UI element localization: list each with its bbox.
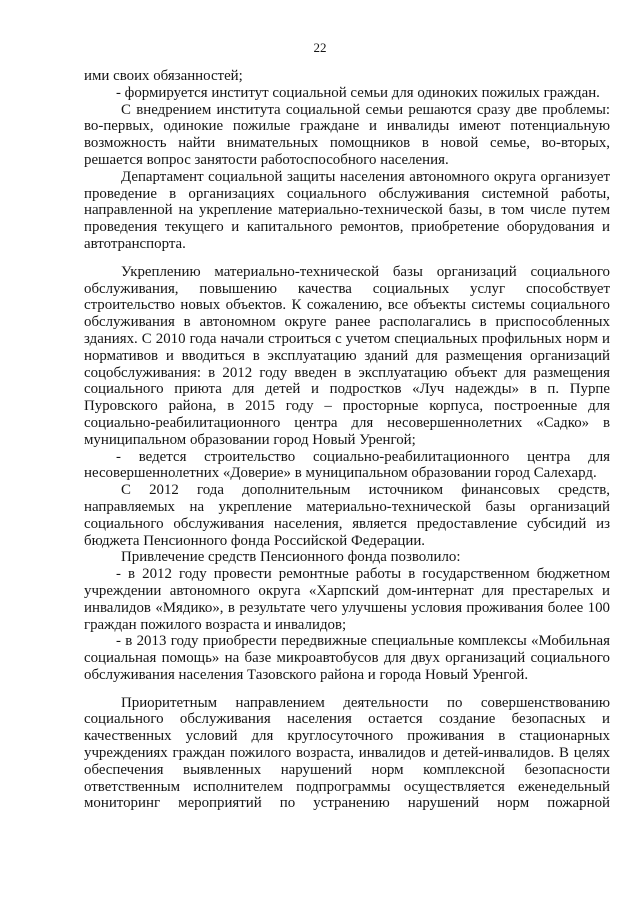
- paragraph-new-construction: Укреплению материально-технической базы организаций социального обслуживания, повышению качества социальных услуг способствует строительство новых объектов. К сожалению, все объекты системы социального обслуживания в автономном округе ранее располагались в приспособленных зданиях. С 2010 года начали строиться с учетом специальных профильных норм и нормативов и вводиться в эксплуатацию зданий для размещения организаций соцобслуживания: в 2012 году введен в эксплуатацию объект для размещения социального приюта для детей и подростков «Луч надежды» в п. Пурпе Пуровского района, в 2015 году – просторные корпуса, построенные для социально-реабилитационного центра для несовершеннолетних «Садко» в муниципальном образовании город Новый Уренгой;: [84, 263, 610, 448]
- paragraph-social-family-benefits: С внедрением института социальной семьи решаются сразу две проблемы: во-первых, одинокие пожилые граждане и инвалиды имеют потенциальную возможность найти внимательных помощников в новой семье, во-вторых, решается вопрос занятости работоспособного населения.: [84, 101, 610, 168]
- paragraph-continuation: ими своих обязанностей;: [84, 68, 243, 84]
- paragraph-department-work: Департамент социальной защиты населения автономного округа организует проведение в организациях социального обслуживания системной работы, направленной на укрепление материально-технической базы, в том числе путем проведения текущего и капитального ремонтов, приобретение оборудования и автотранспорта.: [84, 168, 610, 252]
- paragraph-pension-fund-intro: Привлечение средств Пенсионного фонда позволило:: [121, 549, 461, 566]
- body-text: [84, 68, 610, 812]
- paragraph-pension-fund-subsidies: С 2012 года дополнительным источником финансовых средств, направляемых на укрепление материально-технической базы организаций социального обслуживания населения, является предоставление субсидий из бюджета Пенсионного фонда Российской Федерации.: [84, 482, 610, 549]
- list-item-2012-repairs: - в 2012 году провести ремонтные работы в государственном бюджетном учреждении автономного округа «Харпский дом-интернат для престарелых и инвалидов «Мядико», в результате чего улучшены условия проживания более 100 граждан пожилого возраста и инвалидов;: [84, 566, 610, 633]
- paragraph-priority-direction: Приоритетным направлением деятельности по совершенствованию социального обслуживания населения остается создание безопасных и качественных условий для круглосуточного проживания в стационарных учреждениях граждан пожилого возраста, инвалидов и детей-инвалидов. В целях обеспечения выявленных нарушений норм комплексной безопасности ответственным исполнителем подпрограммы осуществляется еженедельный мониторинг мероприятий по устранению нарушений норм пожарной: [84, 694, 610, 812]
- list-item-social-family: - формируется институт социальной семьи для одиноких пожилых граждан.: [116, 84, 600, 101]
- list-item-doverie-center: - ведется строительство социально-реабилитационного центра для несовершеннолетних «Доверие» в муниципальном образовании город Салехард.: [84, 448, 610, 482]
- list-item-2013-mobile-complexes: - в 2013 году приобрести передвижные специальные комплексы «Мобильная социальная помощь» на базе микроавтобусов для двух организаций социального обслуживания населения Тазовского района и города Новый Уренгой.: [84, 633, 610, 683]
- page-number: 22: [313, 40, 327, 55]
